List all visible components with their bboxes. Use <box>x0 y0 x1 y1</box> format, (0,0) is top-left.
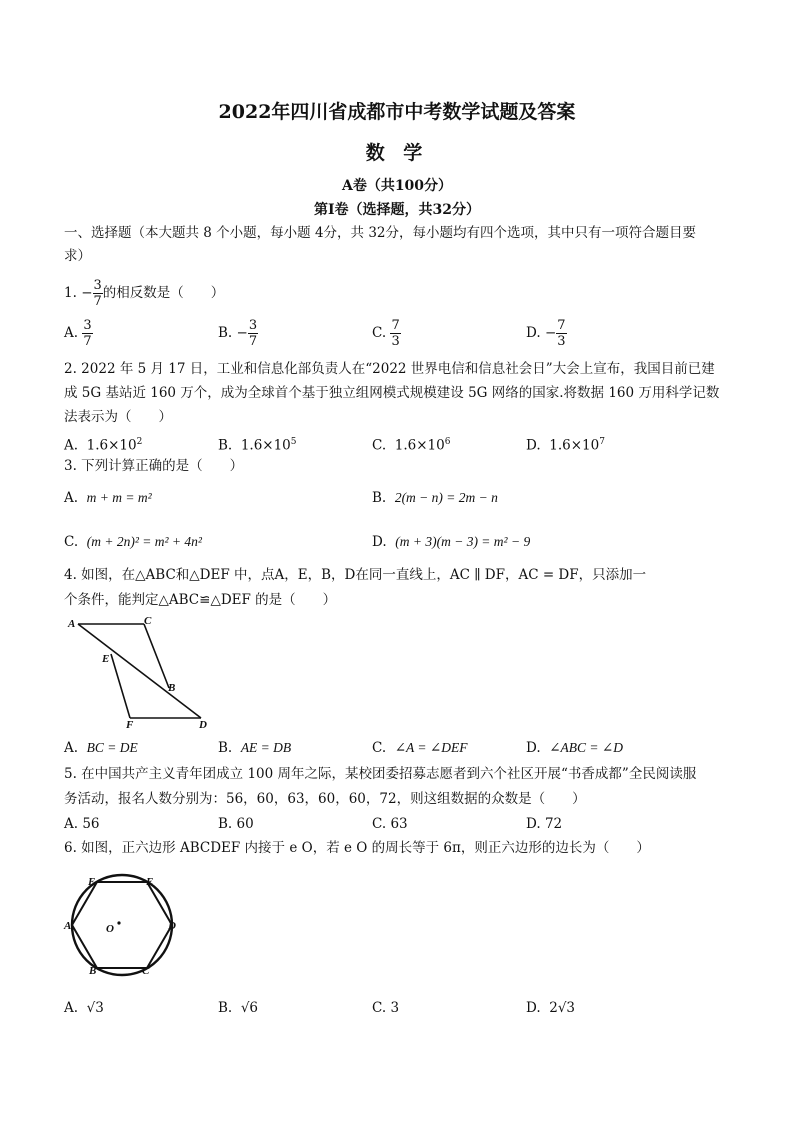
question-3-stem: 3. 下列计算正确的是（ ） <box>64 458 244 474</box>
option-text: 60 <box>236 816 254 832</box>
option-label: D. <box>372 534 387 550</box>
option-label: C. <box>372 740 387 756</box>
label-e-right: E <box>146 876 154 888</box>
q4-option-a[interactable] <box>64 738 138 758</box>
minus-sign: − <box>236 325 248 341</box>
option-label: C. <box>372 816 387 832</box>
q6-option-b[interactable] <box>218 998 258 1018</box>
label-o: O <box>106 923 114 935</box>
option-text: BC = DE <box>86 740 138 755</box>
label-c: C <box>142 965 150 977</box>
option-label: C. <box>372 1000 387 1016</box>
stem-text: 的相反数是（ ） <box>102 285 225 301</box>
option-text: 63 <box>390 816 408 832</box>
label-e-left: E <box>88 876 96 888</box>
option-label: A. <box>64 490 79 506</box>
q1-option-a[interactable] <box>64 318 93 349</box>
q1-option-b[interactable] <box>218 318 258 349</box>
section-intro-line1: 一、选择题（本大题共 8 个小题，每小题 4分，共 32分，每小题均有四个选项，其中只有一项符合题目要 <box>64 225 697 241</box>
section-intro-line2: 求） <box>64 248 91 264</box>
option-text: m + m = m² <box>86 490 152 505</box>
option-label: C. <box>372 325 387 341</box>
option-base: 1.6×10 <box>86 437 137 454</box>
denominator: 7 <box>83 334 92 349</box>
denominator: 3 <box>391 334 400 349</box>
q5-option-a[interactable] <box>64 814 100 834</box>
question-2-line2: 成 5G 基站近 160 万个，成为全球首个基于独立组网模式规模建设 5G 网络的国家.将数据 160 万用科学记数 <box>64 385 720 401</box>
fraction <box>82 318 92 349</box>
option-exponent: 7 <box>599 437 605 447</box>
q4-option-d[interactable] <box>526 738 623 758</box>
option-text: √3 <box>86 1000 104 1016</box>
q3-option-c[interactable] <box>64 532 202 552</box>
numerator: 7 <box>391 318 400 333</box>
minus-sign: − <box>544 325 557 341</box>
fraction <box>556 318 566 349</box>
question-2-line3: 法表示为（ ） <box>64 409 172 425</box>
option-exponent: 5 <box>290 437 297 447</box>
question-5-line2: 务活动，报名人数分别为：56，60，63，60，60，72，则这组数据的众数是（ ） <box>64 791 586 807</box>
question-1-stem <box>64 278 224 309</box>
option-text: √6 <box>240 1000 259 1016</box>
label-b: B <box>89 965 97 977</box>
denominator: 7 <box>248 334 258 349</box>
q2-option-c[interactable] <box>372 432 450 456</box>
minus-sign: − <box>81 285 93 301</box>
q2-option-b[interactable] <box>218 432 297 456</box>
subject-title: 数 学 <box>365 142 429 164</box>
option-label: D. <box>526 740 541 756</box>
option-label: D. <box>526 1000 541 1016</box>
option-label: D. <box>526 325 541 341</box>
option-text: 72 <box>544 816 563 832</box>
option-exponent: 6 <box>444 437 451 447</box>
q1-option-d[interactable] <box>526 318 567 349</box>
option-label: B. <box>218 1000 233 1016</box>
option-text: 2√3 <box>549 1000 576 1016</box>
q3-option-a[interactable] <box>64 488 152 508</box>
q6-option-a[interactable] <box>64 998 104 1018</box>
label-f: F <box>126 719 134 731</box>
option-base: 1.6×10 <box>549 437 600 454</box>
circle-o <box>72 875 172 975</box>
numerator: 3 <box>93 278 102 293</box>
option-exponent: 2 <box>136 437 143 447</box>
option-label: A. <box>64 740 79 756</box>
option-label: B. <box>218 437 233 454</box>
label-e: E <box>102 653 110 665</box>
option-label: C. <box>372 437 387 454</box>
triangle-figure <box>64 612 224 734</box>
label-a: A <box>68 618 76 630</box>
question-4-line1: 4. 如图，在△ABC和△DEF 中，点A，E，B，D在同一直线上，AC ∥ DF，AC = DF，只添加一 <box>64 567 647 583</box>
denominator: 7 <box>93 294 102 309</box>
q1-option-c[interactable] <box>372 318 401 349</box>
option-label: A. <box>64 1000 79 1016</box>
q4-option-c[interactable] <box>372 738 467 758</box>
option-label: A. <box>64 816 79 832</box>
fraction <box>248 318 258 349</box>
option-label: B. <box>218 816 233 832</box>
q3-option-d[interactable] <box>372 532 530 552</box>
option-label: B. <box>218 325 233 341</box>
part-heading: 第Ⅰ卷（选择题，共32分） <box>313 202 481 218</box>
q5-option-b[interactable] <box>218 814 254 834</box>
option-label: A. <box>64 437 79 454</box>
label-c: C <box>144 615 152 627</box>
label-d: D <box>199 719 207 731</box>
q5-option-c[interactable] <box>372 814 408 834</box>
hexagon-figure <box>62 870 184 980</box>
option-text: 2(m − n) = 2m − n <box>394 490 498 505</box>
fraction <box>93 278 103 309</box>
option-label: B. <box>218 740 233 756</box>
option-text: 56 <box>82 816 100 832</box>
q4-option-b[interactable] <box>218 738 291 758</box>
q6-option-c[interactable] <box>372 998 399 1018</box>
label-b: B <box>168 682 176 694</box>
option-base: 1.6×10 <box>240 437 291 454</box>
q6-option-d[interactable] <box>526 998 575 1018</box>
q2-option-a[interactable] <box>64 432 142 456</box>
question-2-line1: 2. 2022 年 5 月 17 日，工业和信息化部负责人在“2022 世界电信和信息社会日”大会上宣布，我国目前已建 <box>64 361 715 377</box>
option-text: 3 <box>390 1000 400 1016</box>
question-number: 1. <box>64 285 77 301</box>
option-text: ∠ABC = ∠D <box>549 740 623 755</box>
denominator: 3 <box>557 334 566 349</box>
option-text: (m + 2n)² = m² + 4n² <box>86 534 202 549</box>
question-4-line2: 个条件，能判定△ABC≌△DEF 的是（ ） <box>64 592 337 608</box>
option-base: 1.6×10 <box>394 437 445 454</box>
volume-heading: A卷（共100分） <box>341 178 453 194</box>
label-a: A <box>64 920 72 932</box>
center-dot <box>117 921 120 924</box>
numerator: 3 <box>248 318 258 333</box>
segment-cb <box>144 624 169 688</box>
option-text: AE = DB <box>240 740 292 755</box>
option-label: D. <box>526 437 541 454</box>
question-5-line1: 5. 在中国共产主义青年团成立 100 周年之际，某校团委招募志愿者到六个社区开展“书香成都”全民阅读服 <box>64 766 697 782</box>
q2-option-d[interactable] <box>526 432 605 456</box>
segment-ef <box>111 654 130 718</box>
q3-option-b[interactable] <box>372 488 498 508</box>
option-label: C. <box>64 534 79 550</box>
option-label: A. <box>64 325 79 341</box>
option-label: D. <box>526 816 541 832</box>
q5-option-d[interactable] <box>526 814 562 834</box>
numerator: 3 <box>83 318 92 333</box>
option-text: ∠A = ∠DEF <box>394 740 468 755</box>
question-6-line1: 6. 如图，正六边形 ABCDEF 内接于 e O，若 e O 的周长等于 6π，则正六边形的边长为（ ） <box>64 840 650 856</box>
page-title: 2022年四川省成都市中考数学试题及答案 <box>218 101 576 123</box>
fraction <box>390 318 400 349</box>
hexagon-abcdef <box>72 882 172 968</box>
numerator: 7 <box>557 318 566 333</box>
label-d: D <box>168 920 176 932</box>
option-text: (m + 3)(m − 3) = m² − 9 <box>395 534 531 549</box>
segment-ad <box>78 624 201 718</box>
option-label: B. <box>372 490 387 506</box>
